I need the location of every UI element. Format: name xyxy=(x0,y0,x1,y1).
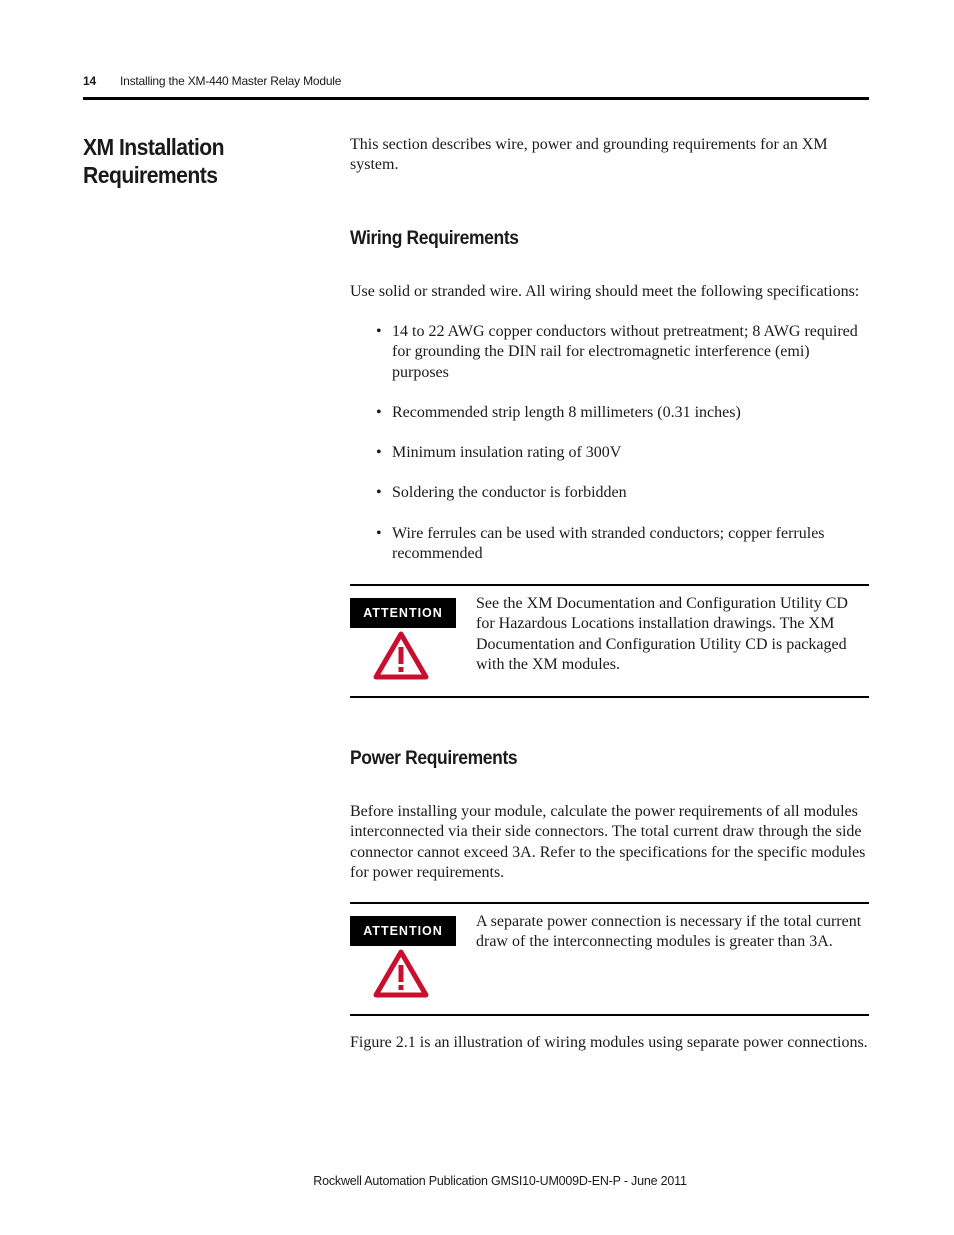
page-footer: Rockwell Automation Publication GMSI10-UM009D-EN-P - June 2011 xyxy=(313,1174,687,1188)
list-item-text: Recommended strip length 8 millimeters (0.31 inches) xyxy=(392,403,741,421)
bullet-icon: • xyxy=(376,444,382,462)
attention-text: See the XM Documentation and Configuration Utility CD for Hazardous Locations installation drawings. The XM Documentation and Configuration Utility CD is packaged with the XM modules. xyxy=(476,595,848,673)
attention-label: ATTENTION xyxy=(350,916,456,946)
list-item-text: Soldering the conductor is forbidden xyxy=(392,484,627,502)
attention-box-power xyxy=(350,902,869,1016)
bullet-icon: • xyxy=(376,323,382,340)
section-intro-text: This section describes wire, power and grounding requirements for an XM system. xyxy=(350,136,828,174)
list-item xyxy=(376,443,870,463)
bullet-icon: • xyxy=(376,524,382,542)
power-body xyxy=(350,802,870,883)
attention-text: A separate power connection is necessary if the total current draw of the interconnecting modules is greater than 3A. xyxy=(476,913,862,951)
section-title: XM Installation Requirements xyxy=(83,134,225,188)
power-body-text: Before installing your module, calculate the power requirements of all modules interconnected via their side connectors. The total current draw through the side connector cannot exceed 3A. Refer to the specifications for the specific modules for power requirements. xyxy=(350,803,866,881)
attention-box-wiring xyxy=(350,584,869,698)
list-item xyxy=(376,524,870,565)
list-item xyxy=(376,322,870,383)
figure-note-text: Figure 2.1 is an illustration of wiring modules using separate power connections. xyxy=(350,1034,868,1051)
list-item-text: Minimum insulation rating of 300V xyxy=(392,444,622,462)
running-header xyxy=(83,72,869,100)
header-title: Installing the XM-440 Master Relay Module xyxy=(120,74,342,88)
warning-triangle-icon xyxy=(373,948,429,998)
wiring-bullet-list xyxy=(376,322,870,564)
attention-label: ATTENTION xyxy=(350,598,456,628)
page-number: 14 xyxy=(83,74,96,88)
list-item-text: Wire ferrules can be used with stranded conductors; copper ferrules recommended xyxy=(392,524,825,563)
figure-note xyxy=(350,1033,870,1053)
bullet-icon: • xyxy=(376,403,382,421)
power-heading: Power Requirements xyxy=(350,748,518,769)
wiring-intro-text: Use solid or stranded wire. All wiring should meet the following specifications: xyxy=(350,283,860,300)
list-item xyxy=(376,483,870,503)
warning-triangle-icon xyxy=(373,630,429,680)
list-item-text: 14 to 22 AWG copper conductors without pretreatment; 8 AWG required for grounding the DIN rail for electromagnetic interference (emi) purposes xyxy=(392,323,858,381)
list-item xyxy=(376,403,870,423)
wiring-intro xyxy=(350,282,870,302)
section-intro xyxy=(350,135,870,176)
bullet-icon: • xyxy=(376,484,382,502)
wiring-heading: Wiring Requirements xyxy=(350,228,519,249)
